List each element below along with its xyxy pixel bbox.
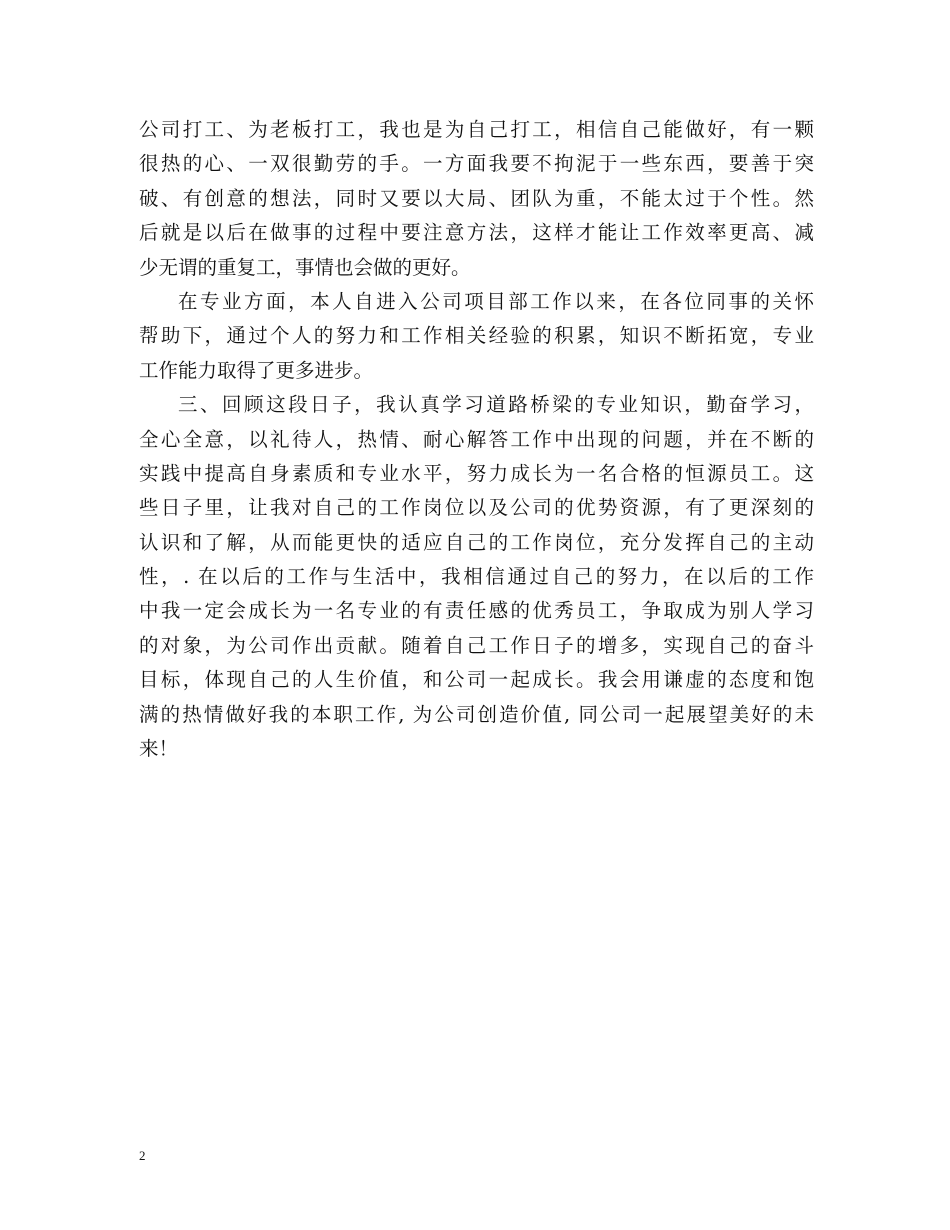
text-line: 少无谓的重复工，事情也会做的更好。 <box>139 255 471 279</box>
text-line: 认识和了解，从而能更快的适应自己的工作岗位，充分发挥自己的主动 <box>139 530 814 554</box>
text-line: 满的热情做好我的本职工作, 为公司创造价值, 同公司一起展望美好的未 <box>139 702 814 726</box>
text-line: 后就是以后在做事的过程中要注意方法，这样才能让工作效率更高、减 <box>139 221 814 245</box>
paragraph-2 <box>139 285 814 388</box>
text-line: 的对象，为公司作出贡献。随着自己工作日子的增多，实现自己的奋斗 <box>139 633 814 657</box>
paragraph-3 <box>139 388 814 766</box>
text-line: 性，. 在以后的工作与生活中，我相信通过自己的努力，在以后的工作 <box>139 565 814 589</box>
text-line: 些日子里，让我对自己的工作岗位以及公司的优势资源，有了更深刻的 <box>139 496 814 520</box>
text-line: 实践中提高自身素质和专业水平，努力成长为一名合格的恒源员工。这 <box>139 461 814 485</box>
page-number: 2 <box>139 1148 146 1163</box>
text-line: 帮助下，通过个人的努力和工作相关经验的积累，知识不断拓宽，专业 <box>139 324 814 348</box>
text-line: 中我一定会成长为一名专业的有责任感的优秀员工，争取成为别人学习 <box>139 599 814 623</box>
text-line: 工作能力取得了更多进步。 <box>139 358 374 382</box>
text-line: 公司打工、为老板打工，我也是为自己打工，相信自己能做好，有一颗 <box>139 118 814 141</box>
paragraph-1 <box>139 113 814 285</box>
text-line: 破、有创意的想法，同时又要以大局、团队为重，不能太过于个性。然 <box>139 186 814 210</box>
text-line: 全心全意，以礼待人，热情、耐心解答工作中出现的问题，并在不断的 <box>139 427 814 451</box>
text-line: 很热的心、一双很勤劳的手。一方面我要不拘泥于一些东西，要善于突 <box>139 152 814 176</box>
text-line: 在专业方面，本人自进入公司项目部工作以来，在各位同事的关怀 <box>178 289 814 313</box>
text-line: 来！ <box>139 737 179 761</box>
text-line: 三、回顾这段日子，我认真学习道路桥梁的专业知识，勤奋学习， <box>178 393 814 417</box>
document-body <box>139 113 814 766</box>
text-line: 目标，体现自己的人生价值，和公司一起成长。我会用谦虚的态度和饱 <box>139 668 814 692</box>
